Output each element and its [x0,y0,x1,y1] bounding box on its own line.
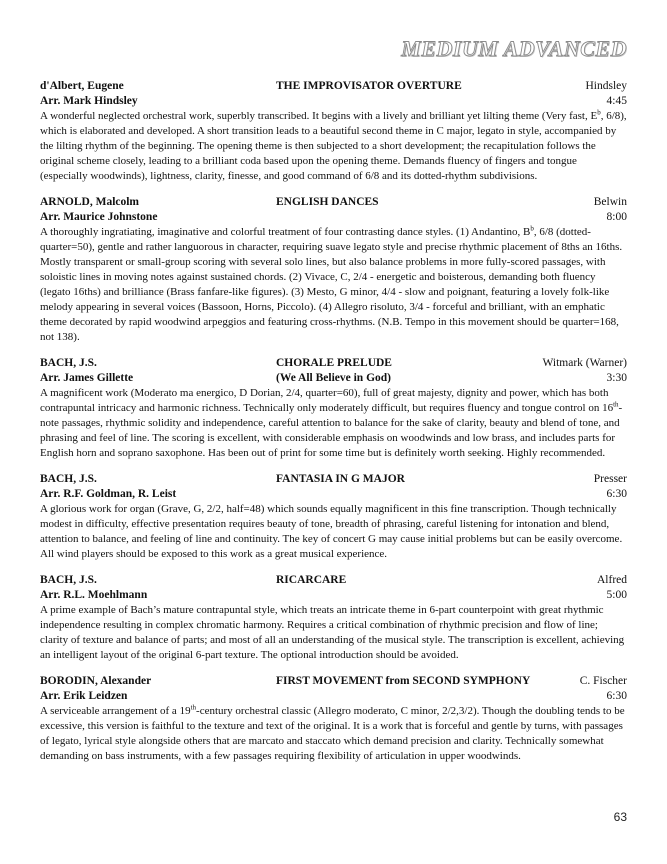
entry-arranger-row [40,210,627,225]
entry-arranger-row [40,371,627,386]
composer-name: d'Albert, Eugene [40,80,124,92]
arranger-name: Arr. Erik Leidzen [40,690,128,702]
entry-description: A serviceable arrangement of a 19th-century orchestral classic (Allegro moderato, C minor, 2/2,3/2). Though the doubling tends to be excessive, this version is faithful to the texture and text of the original. It is a work that is forceful and gentle by turns, with passages of legato, lyrical style alongside others that are marcato and staccato which demand precision and clarity. Technically somewhat demanding on bass instruments, with a few passages requiring flexibility of articulation in upper woodwinds. [40,703,625,762]
composer-name: BORODIN, Alexander [40,675,152,687]
entry-description: A magnificent work (Moderato ma energico, D Dorian, 2/4, quarter=60), full of great majesty, dignity and power, which has both contrapuntal intricacy and harmonic richness. Technically only moderately difficult, but requires fluency and tongue control on 16th-note passages, rhythmic solidity and independence, careful attention to balance for the sake of clarity, beauty and blend of tone, and phrasing and feel of line. The scoring is excellent, with considerable emphasis on woodwinds and low brass, and includes parts for English horn and soprano saxophone. Has been out of print for some time but is definitely worth seeking. Highly recommended. [40,387,623,459]
repertoire-entry [40,79,627,184]
duration: 8:00 [606,211,627,223]
entry-header-row [40,195,627,210]
work-title: FIRST MOVEMENT from SECOND SYMPHONY [276,675,531,687]
arranger-name: Arr. Maurice Johnstone [40,211,158,223]
superscript: b [530,224,534,233]
duration: 5:00 [606,589,627,601]
work-title: THE IMPROVISATOR OVERTURE [276,80,462,92]
entry-arranger-row [40,487,627,502]
entry-header-row [40,674,627,689]
repertoire-entry [40,356,627,461]
repertoire-entry [40,472,627,562]
entry-description: A thoroughly ingratiating, imaginative and colorful treatment of four contrasting dance styles. (1) Andantino, $B^b$, 6/8 (dotted-quarter=50), gentle and rather languorous in character, requiring suave legato style and precise rhythmic placement of 8ths an 16ths. Mostly transparent or small-group scoring with several solo lines, but also balance problems in more fully-scored passages, with soloistic lines in moving notes against sustained chords. (2) Vivace, C, 2/4 - energetic and boisterous, demanding both fluency (legato 16ths) and brilliance (Brass fanfare-like figures). (3) Mesto, G minor, 4/4 - slow and poignant, featuring a lovely folk-like melody appearing in several voices (Bassoon, Horns, Piccolo). (4) Allegro risoluto, 3/4 - forceful and brilliant, with an emphatic theme decorated by rapid woodwind arpeggios and featuring cross-rhythms. (N.B. Tempo in this movement should be quarter=168, not 138). [40,224,623,343]
duration: 6:30 [606,690,627,702]
entry-arranger-row [40,94,627,109]
work-title: FANTASIA IN G MAJOR [276,473,405,485]
entry-header-row [40,79,627,94]
work-title: ENGLISH DANCES [276,196,379,208]
composer-name: ARNOLD, Malcolm [40,196,140,208]
entry-header-row [40,472,627,487]
publisher: Hindsley [585,80,627,92]
composer-name: BACH, J.S. [40,473,97,485]
page-number: 63 [613,810,627,824]
difficulty-level-heading: MEDIUM ADVANCED [401,36,627,61]
entry-description: A prime example of Bach’s mature contrapuntal style, which treats an intricate theme in 6-part counterpoint with great rhythmic independence resulting in complex chromatic harmony. Requires a critical combination of rhythmic precision and flow of line; clarity of texture and balance of parts; and most of all an understanding of the musical style. The transcription is excellent, achieving an intelligent layout of the original 6-part texture. The optional introduction should be avoided. [40,604,625,661]
superscript: th [613,400,619,409]
arranger-name: Arr. James Gillette [40,372,134,384]
repertoire-list [40,79,627,775]
arranger-name: Arr. R.F. Goldman, R. Leist [40,488,177,500]
composer-name: BACH, J.S. [40,357,97,369]
repertoire-entry [40,674,627,764]
entry-header-row [40,573,627,588]
publisher: Alfred [596,574,627,586]
entry-header-row [40,356,627,371]
duration: 6:30 [606,488,627,500]
repertoire-entry [40,573,627,663]
duration: 3:30 [606,372,627,384]
entry-arranger-row [40,689,627,704]
duration: 4:45 [606,95,627,107]
superscript: b [597,108,601,117]
publisher: Witmark (Warner) [542,357,627,369]
entry-arranger-row [40,588,627,603]
work-subtitle: (We All Believe in God) [276,372,391,384]
work-title: RICARCARE [276,574,347,586]
publisher: Belwin [593,196,627,208]
superscript: th [190,703,197,712]
publisher: Presser [593,473,627,485]
arranger-name: Arr. R.L. Moehlmann [40,589,148,601]
work-title: CHORALE PRELUDE [276,357,392,369]
entry-description: A glorious work for organ (Grave, G, 2/2, half=48) which sounds equally magnificent in this fine transcription. Though technically modest in difficulty, effective presentation requires beauty of tone, breadth of phrasing, careful listening for intonation and blend, attention to balance, and feeling of line and continuity. The key of concert G may cause initial problems but can be easily overcome. All wind players should be exposed to this work as a great musical experience. [40,503,623,560]
publisher: C. Fischer [579,675,627,687]
arranger-name: Arr. Mark Hindsley [40,95,138,107]
entry-description: A wonderful neglected orchestral work, superbly transcribed. It begins with a lively and brilliant yet lilting theme (Very fast, $E^b$, 6/8), which is elaborated and developed. A short transition leads to a beautiful second theme in C major, legato in style, accompanied by the lilting rhythm of the beginning. The opening theme is then subjected to a short development; the recapitulation follows the original scheme closely, leading to a brilliant coda based upon the opening theme. Demands fluency of fingers and tongue (especially woodwinds), lightness, clarity, finesse, and good command of 6/8 and its dotted-rhythm subdivisions. [40,108,627,182]
repertoire-entry [40,195,627,345]
composer-name: BACH, J.S. [40,574,97,586]
